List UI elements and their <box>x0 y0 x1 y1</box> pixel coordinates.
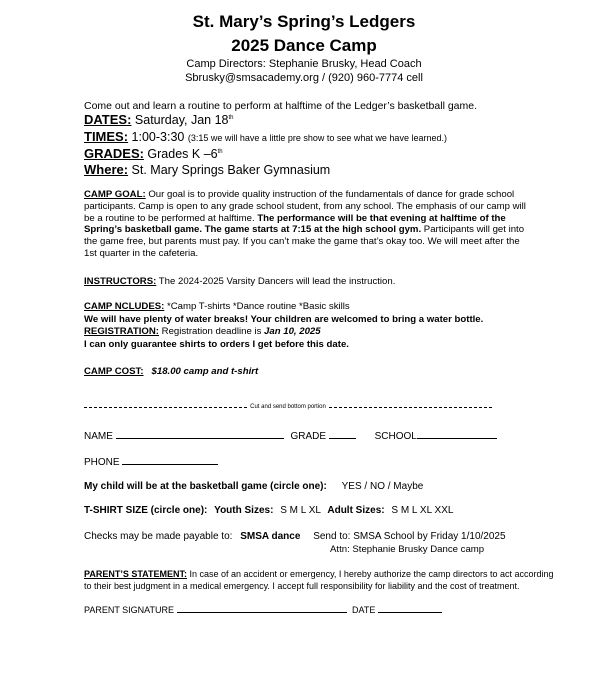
instructors-label: INSTRUCTORS: <box>84 276 157 287</box>
includes-text: *Camp T-shirts *Dance routine *Basic skills <box>164 301 350 312</box>
camp-goal-text-1: Our goal is to provide quality instruction of the fundamentals of dance for grade school participants. Camp is open to any grade school student, from any school. The emphasis of our camp will be a routine to be performed at halftime. <box>84 189 526 224</box>
camp-goal-label: CAMP GOAL: <box>84 189 146 200</box>
name-field[interactable] <box>116 429 284 439</box>
camp-goal-paragraph <box>84 189 526 260</box>
payee: SMSA dance <box>240 531 301 542</box>
phone-field[interactable] <box>122 455 218 465</box>
dates-sup: th <box>228 114 234 121</box>
grades-label: GRADES: <box>84 146 144 161</box>
cost-value: $18.00 camp and t-shirt <box>151 366 259 377</box>
dates-value: Saturday, Jan 18 <box>131 113 229 127</box>
game-question: My child will be at the basketball game (circle one): <box>84 481 327 492</box>
instructors-line <box>84 276 524 289</box>
guarantee-note: I can only guarantee shirts to orders I get before this date. <box>84 339 349 350</box>
grades-line <box>84 148 524 161</box>
water-note: We will have plenty of water breaks! Your children are welcomed to bring a water bottle. <box>84 314 484 325</box>
phone-row <box>84 455 218 469</box>
where-label: Where: <box>84 162 129 177</box>
registration-line <box>84 326 524 339</box>
registration-text: Registration deadline is <box>158 326 265 337</box>
title-line-2: 2025 Dance Camp <box>231 36 377 55</box>
registration-deadline: Jan 10, 2025 <box>264 326 321 337</box>
cost-label: CAMP COST: <box>84 366 144 377</box>
name-label: NAME <box>84 431 113 442</box>
includes-label: CAMP NCLUDES: <box>84 301 165 312</box>
cost-line <box>84 366 524 379</box>
includes-line <box>84 301 524 314</box>
cut-line-text: Cut and send bottom portion <box>250 404 326 410</box>
grades-value: Grades K –6 <box>143 147 218 161</box>
camp-goal-text-2: Participants will get into the game free, but parents must pay. If you can’t make the game that’s okay too. We will meet after the 1st quarter in the cafeteria. <box>84 224 525 259</box>
parent-statement <box>84 569 560 592</box>
grades-sup: th <box>217 148 223 155</box>
date-label: DATE <box>352 605 376 615</box>
game-options[interactable]: YES / NO / Maybe <box>341 481 424 492</box>
cut-line <box>84 403 492 411</box>
school-field[interactable] <box>417 429 497 439</box>
youth-sizes-label: Youth Sizes: <box>214 505 274 516</box>
cut-dash-right <box>329 407 492 408</box>
youth-sizes[interactable]: S M L XL <box>280 505 321 516</box>
date-field[interactable] <box>378 603 442 613</box>
shirt-size-label: T-SHIRT SIZE (circle one): <box>84 505 208 516</box>
times-line <box>84 131 524 145</box>
name-grade-school-row <box>84 429 497 443</box>
phone-label: PHONE <box>84 457 120 468</box>
intro-text: Come out and learn a routine to perform at halftime of the Ledger’s basketball game. <box>84 100 478 112</box>
where-line <box>84 164 524 177</box>
where-value: St. Mary Springs Baker Gymnasium <box>128 163 331 177</box>
dates-label: DATES: <box>84 112 132 127</box>
cut-dash-left <box>84 407 247 408</box>
payment-row <box>84 531 506 543</box>
camp-directors: Camp Directors: Stephanie Brusky, Head Coach <box>186 58 422 70</box>
attn-line: Attn: Stephanie Brusky Dance camp <box>330 544 485 555</box>
times-value: 1:00-3:30 <box>128 130 188 144</box>
times-label: TIMES: <box>84 129 129 144</box>
statement-text: In case of an accident or emergency, I hereby authorize the camp directors to act according to their best judgment in a medical emergency. I accept full responsibility for liability and the cost of treatment. <box>84 569 554 591</box>
instructors-text: The 2024-2025 Varsity Dancers will lead the instruction. <box>156 276 396 287</box>
signature-label: PARENT SIGNATURE <box>84 605 175 615</box>
game-attendance-row <box>84 481 423 493</box>
camp-goal-text-bold: The performance will be that evening at halftime of the Spring’s basketball game. The game starts at 7:15 at the high school gym. <box>84 212 506 236</box>
adult-sizes-label: Adult Sizes: <box>327 505 385 516</box>
adult-sizes[interactable]: S M L XL XXL <box>391 505 454 516</box>
title-line-1: St. Mary’s Spring’s Ledgers <box>192 12 416 31</box>
grade-field[interactable] <box>329 429 356 439</box>
registration-label: REGISTRATION: <box>84 326 159 337</box>
statement-label: PARENT’S STATEMENT: <box>84 569 187 579</box>
school-label: SCHOOL <box>374 431 417 442</box>
signature-row <box>84 603 442 616</box>
signature-field[interactable] <box>177 603 347 613</box>
checks-text: Checks may be made payable to: <box>84 531 233 542</box>
grade-label: GRADE <box>290 431 327 442</box>
send-to: Send to: SMSA School by Friday 1/10/2025 <box>313 531 506 542</box>
times-note: (3:15 we will have a little pre show to see what we have learned.) <box>187 133 447 143</box>
dates-line <box>84 114 524 127</box>
shirt-size-row <box>84 505 453 517</box>
contact-info: Sbrusky@smsacademy.org / (920) 960-7774 cell <box>185 72 423 84</box>
